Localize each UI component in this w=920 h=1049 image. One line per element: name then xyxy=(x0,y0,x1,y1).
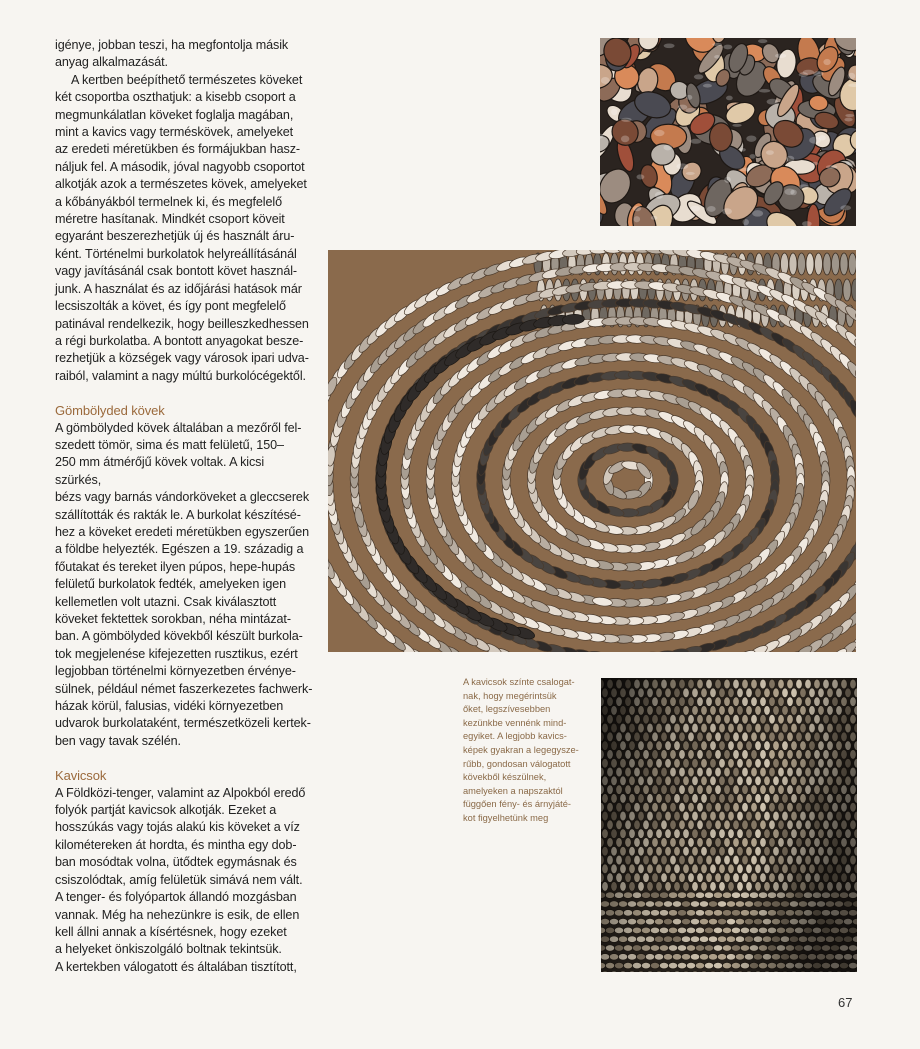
text-line: szállították és rakták le. A burkolat készítésé- xyxy=(55,507,301,522)
text-line: nak, hogy megérintsük xyxy=(463,690,557,701)
text-line: junk. A használat és az időjárási hatások már xyxy=(55,281,302,296)
text-line: bézs vagy barnás vándorköveket a gleccserek xyxy=(55,490,310,505)
text-line: felületű burkolatok fedték, amelyeken igen xyxy=(55,577,287,592)
text-line: a kőbányákból termelnek ki, és megfelelő xyxy=(55,194,283,209)
text-line: udvarok burkolataként, természetközeli kertek- xyxy=(55,716,311,731)
text-line: kell állni annak a kísértésnek, hogy ezeket xyxy=(55,924,287,939)
photo-spiral-pebble-mosaic xyxy=(328,250,856,652)
section-heading-pebbles: Kavicsok xyxy=(55,768,107,784)
text-line: A gömbölyded kövek általában a mezőről fel- xyxy=(55,420,302,435)
text-line: anyag alkalmazását. xyxy=(55,55,168,70)
text-line: A Földközi-tenger, valamint az Alpokból eredő xyxy=(55,785,306,800)
text-line: képek gyakran a legegysze- xyxy=(463,744,579,755)
photo-pebble-paving-shadow xyxy=(601,678,857,972)
text-line: A kavicsok színte csalogat- xyxy=(463,677,575,687)
paragraph-rounded-stones xyxy=(55,420,313,751)
text-line: az eredeti méretükben és formájukban hasz- xyxy=(55,142,301,157)
text-line: függően fény- és árnyjáté- xyxy=(463,799,572,810)
text-line: sülnek, például német faszerkezetes fachwerk- xyxy=(55,681,313,696)
photo-caption xyxy=(463,676,591,826)
text-line: patinával rendelkezik, hogy beilleszkedhessen xyxy=(55,316,309,331)
text-line: köveket fektettek sorokban, néha mintázat- xyxy=(55,612,291,626)
intro-paragraph xyxy=(55,37,313,72)
text-line: 250 mm átmérőjű kövek voltak. A kicsi szürkés, xyxy=(55,455,265,487)
text-line: szedett tömör, sima és matt felületű, 150– xyxy=(55,437,284,452)
text-line: kot figyelhetünk meg xyxy=(463,812,549,823)
text-line: két csoportba oszthatjuk: a kisebb csoport a xyxy=(55,90,296,105)
text-line: A kertben beépíthető természetes köveket xyxy=(71,72,303,87)
text-line: a helyeket önkiszolgáló boltnak tekintsük. xyxy=(55,942,282,957)
text-line: egyaránt beszerezhetjük új és használt áru- xyxy=(55,229,295,244)
paragraph-pebbles xyxy=(55,785,313,976)
page-number: 67 xyxy=(838,995,853,1010)
text-line: folyók partját kavicsok alkotják. Ezeket a xyxy=(55,803,277,818)
text-line: lecsiszolták a követ, és így pont megfelelő xyxy=(55,299,286,314)
text-line: amelyeken a napszaktól xyxy=(463,785,563,796)
text-line: egyiket. A legjobb kavics- xyxy=(463,731,567,742)
text-line: legjobban történelmi környezetben érvénye- xyxy=(55,664,296,679)
text-line: megmunkálatlan köveket foglalja magában, xyxy=(55,107,294,122)
text-line: csiszolódtak, amíg felületük simává nem vált. xyxy=(55,872,303,887)
text-line: őket, legszívesebben xyxy=(463,704,551,715)
text-line: A kertekben válogatott és általában tisztított, xyxy=(55,959,297,974)
text-line: náljuk fel. A második, jóval nagyobb csoportot xyxy=(55,159,305,174)
photo-colorful-pebbles xyxy=(600,38,856,226)
text-line: ként. Történelmi burkolatok helyreállításánál xyxy=(55,246,297,261)
paragraph-stone-groups xyxy=(55,72,313,385)
text-line: házak körül, falusias, vidéki környezetben xyxy=(55,699,284,714)
text-line: ban. A gömbölyded kövekből készült burkola- xyxy=(55,629,303,644)
main-text-column xyxy=(55,37,313,976)
text-line: A tenger- és folyópartok állandó mozgásban xyxy=(55,890,297,905)
text-line: rűbb, gondosan válogatott xyxy=(463,758,571,769)
text-line: hosszúkás vagy tojás alakú kis köveket a víz xyxy=(55,820,300,835)
text-line: kezünkbe vennénk mind- xyxy=(463,717,567,728)
text-line: igénye, jobban teszi, ha megfontolja másik xyxy=(55,38,289,52)
text-line: hez a köveket eredeti méretükben egyszerűen xyxy=(55,524,310,539)
text-line: kilométereken át hordta, és mintha egy dob- xyxy=(55,837,297,852)
text-line: méretre hasítanak. Mindkét csoport köveit xyxy=(55,212,285,227)
text-line: vagy javításánál csak bontott követ használ- xyxy=(55,264,298,279)
text-line: tok megjelenése kifejezetten rusztikus, ezért xyxy=(55,646,298,661)
section-heading-rounded-stones: Gömbölyded kövek xyxy=(55,403,165,419)
text-line: ban mosódtak volna, ütődtek egymásnak és xyxy=(55,855,297,870)
text-line: főutakat és tereket ilyen púpos, hepe-hupás xyxy=(55,559,296,574)
text-line: alkotják azok a természetes kövek, amelyeket xyxy=(55,177,307,192)
text-line: vannak. Még ha nehezünkre is esik, de ellen xyxy=(55,907,300,922)
text-line: raiból, valamint a nagy múltú burkolócégektől. xyxy=(55,368,306,383)
text-line: a földbe helyezték. Egészen a 19. századig a xyxy=(55,542,304,557)
text-line: rezhetjük a községek vagy városok ipari udva- xyxy=(55,351,309,366)
text-line: ben vagy tavak szélén. xyxy=(55,733,181,748)
text-line: a régi burkolatba. A bontott anyagokat besze- xyxy=(55,333,304,348)
text-line: kellemetlen volt utazni. Csak kiválasztott xyxy=(55,594,277,609)
text-line: mint a kavics vagy terméskövek, amelyeket xyxy=(55,125,294,140)
text-line: kövekből készülnek, xyxy=(463,772,547,783)
